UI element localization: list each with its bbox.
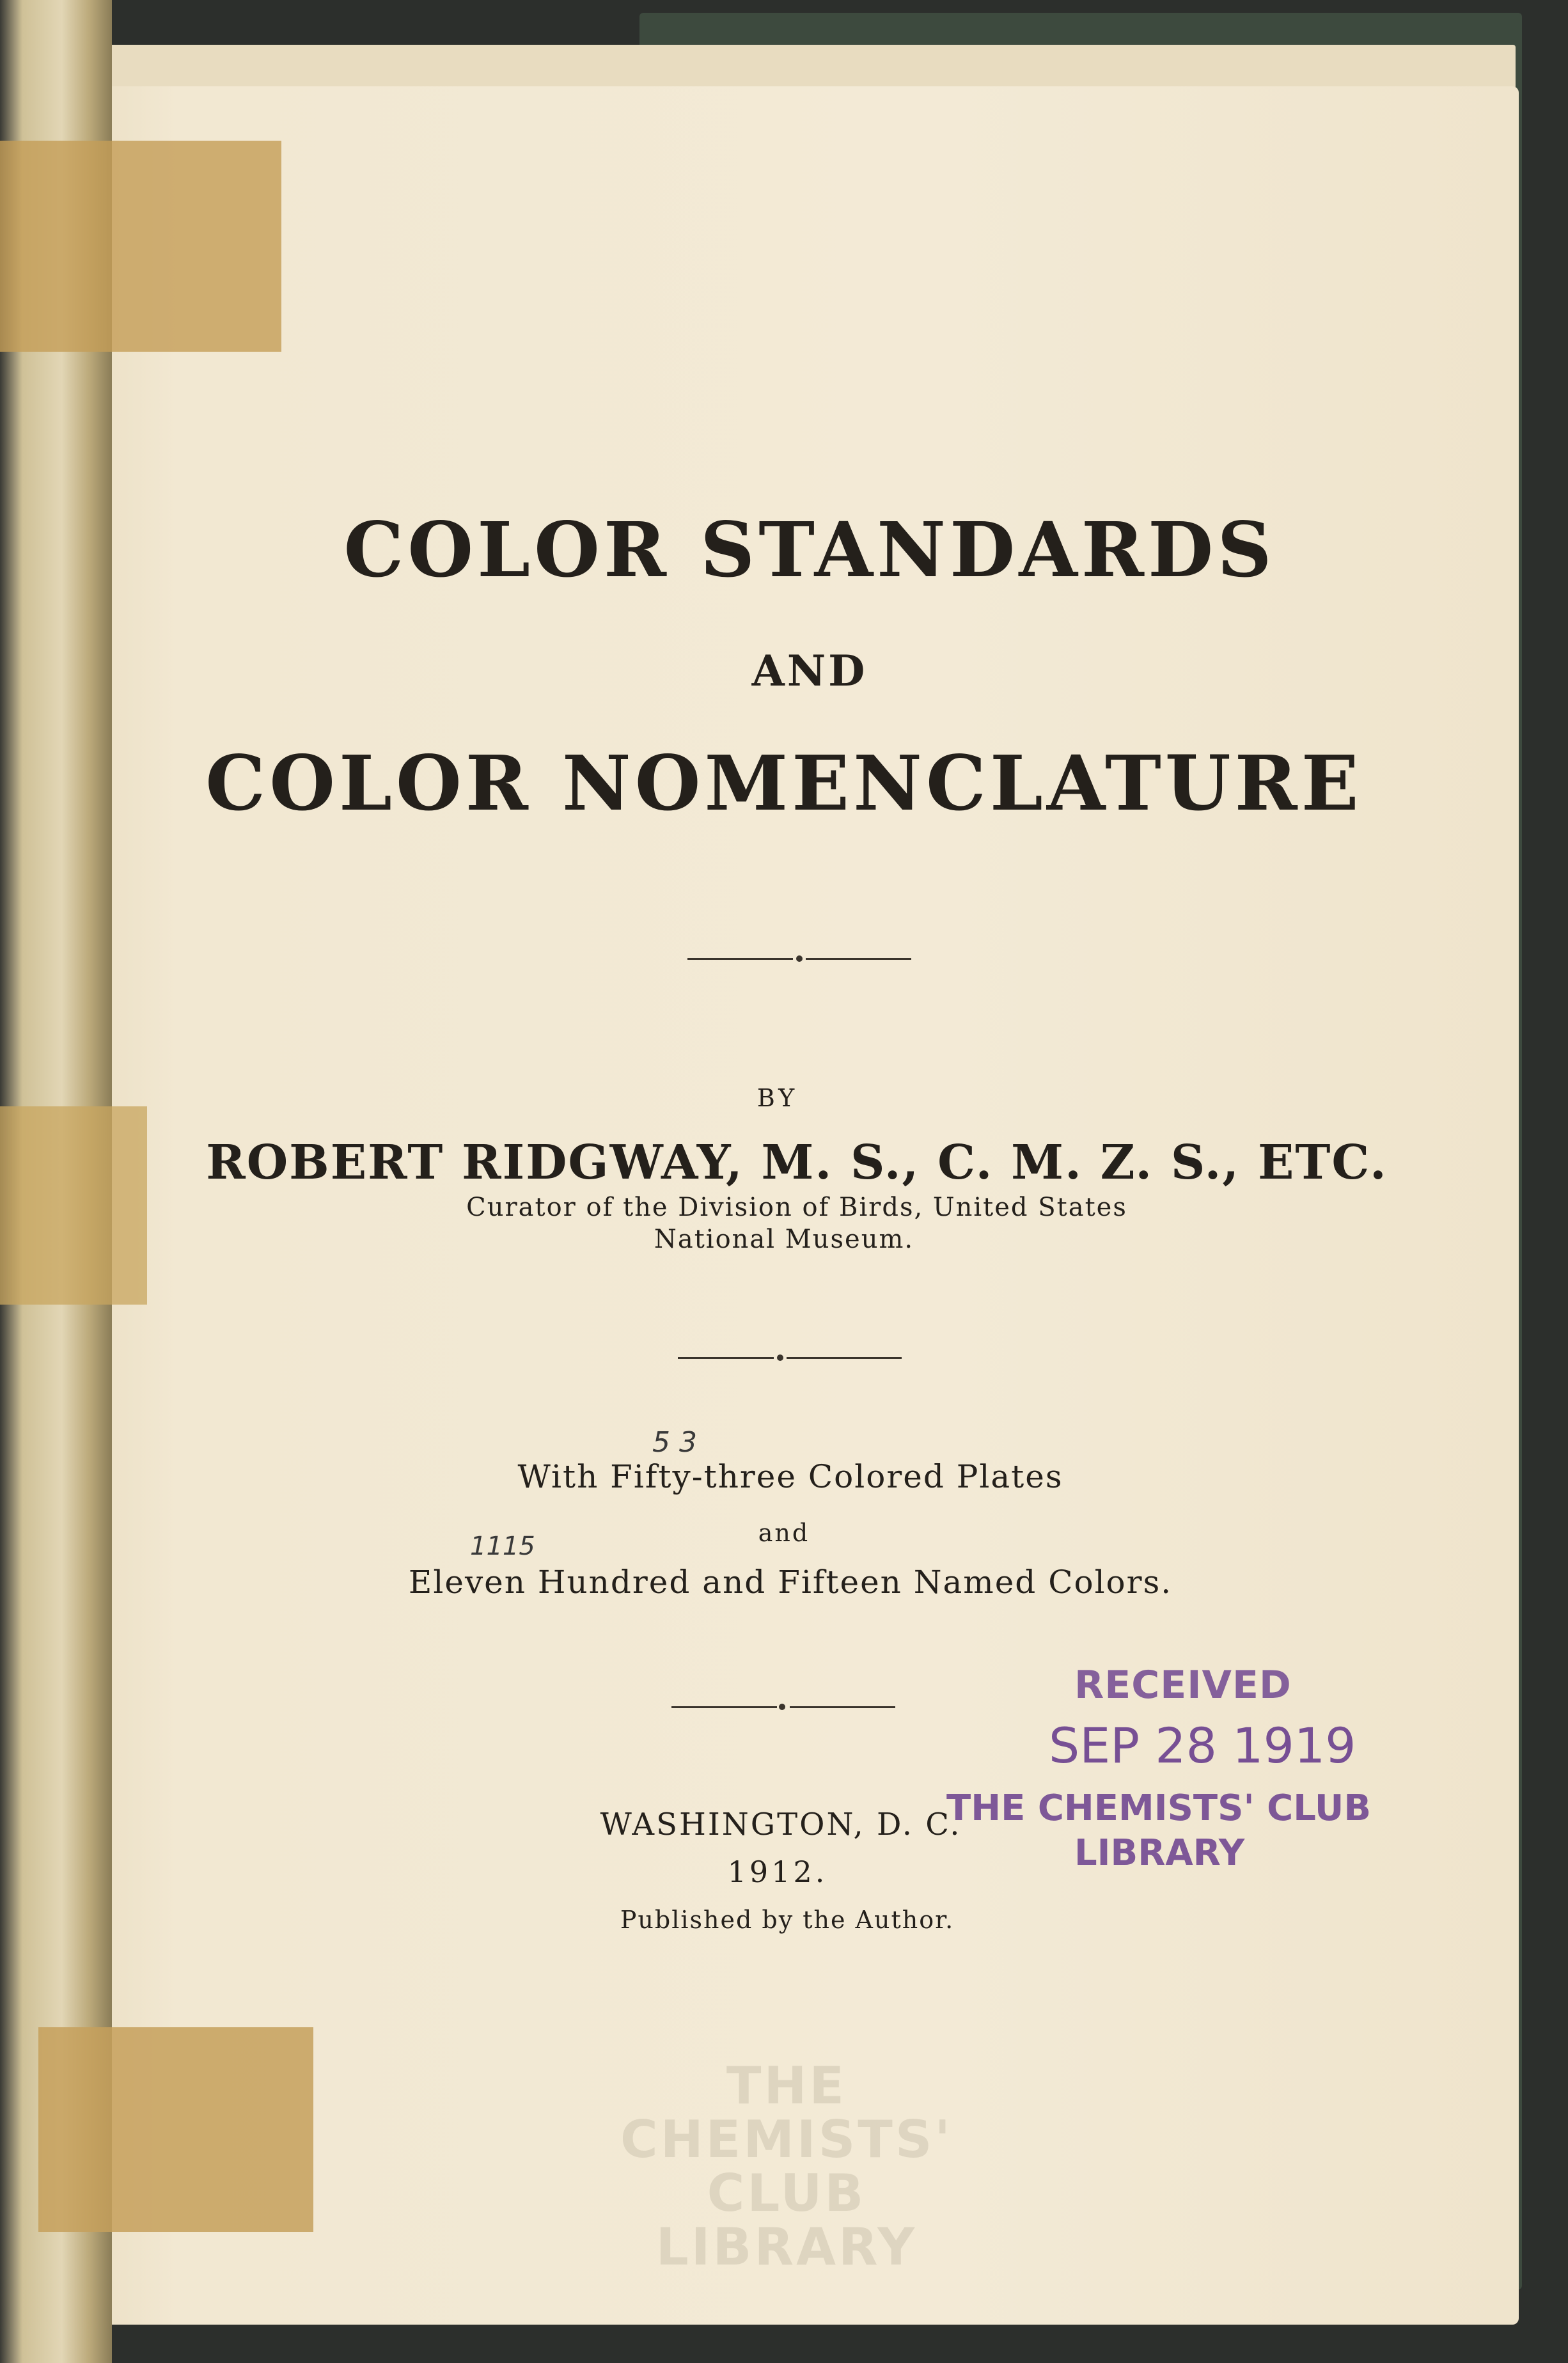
stamp-date: SEP 28 1919 (1049, 1717, 1356, 1774)
library-received-stamp (946, 1650, 1394, 1887)
tape-bottom (38, 2027, 313, 2232)
title-line-1: COLOR STANDARDS (343, 505, 1276, 594)
faint-stamp-line-1: THE (726, 2056, 847, 2116)
author-affiliation-1: Curator of the Division of Birds, United States (466, 1193, 1127, 1222)
author-affiliation-2: National Museum. (654, 1225, 914, 1254)
divider-1-right (806, 958, 911, 960)
divider-1-left (687, 958, 793, 960)
faint-stamp-line-3: LIBRARY (655, 2217, 918, 2277)
faint-embossed-stamp (563, 2056, 1010, 2277)
stamp-club: THE CHEMISTS' CLUB (946, 1787, 1372, 1829)
divider-3-right (790, 1706, 895, 1708)
colors-line: Eleven Hundred and Fifteen Named Colors. (408, 1564, 1173, 1601)
divider-2-left (678, 1357, 774, 1359)
by-label: BY (757, 1084, 799, 1112)
tape-top (0, 141, 281, 352)
imprint-publisher: Published by the Author. (620, 1906, 955, 1934)
handwritten-53: 5 3 (652, 1426, 697, 1459)
plates-line: With Fifty-three Colored Plates (517, 1458, 1063, 1495)
divider-1-dot (796, 955, 803, 962)
and-line: and (758, 1519, 810, 1547)
imprint-place: WASHINGTON, D. C. (600, 1807, 962, 1842)
divider-3-left (671, 1706, 777, 1708)
handwritten-1115: 1115 (470, 1532, 535, 1561)
faint-stamp-line-2: CHEMISTS' CLUB (620, 2110, 953, 2223)
divider-3-dot (779, 1704, 785, 1710)
divider-2-right (787, 1357, 902, 1359)
divider-2-dot (777, 1354, 783, 1361)
imprint-year: 1912. (727, 1855, 828, 1889)
stamp-library: LIBRARY (1074, 1832, 1245, 1874)
title-line-2: AND (751, 646, 868, 696)
author-name: ROBERT RIDGWAY, M. S., C. M. Z. S., ETC. (206, 1135, 1388, 1190)
stamp-received: RECEIVED (1074, 1663, 1292, 1707)
title-line-3: COLOR NOMENCLATURE (205, 739, 1363, 828)
